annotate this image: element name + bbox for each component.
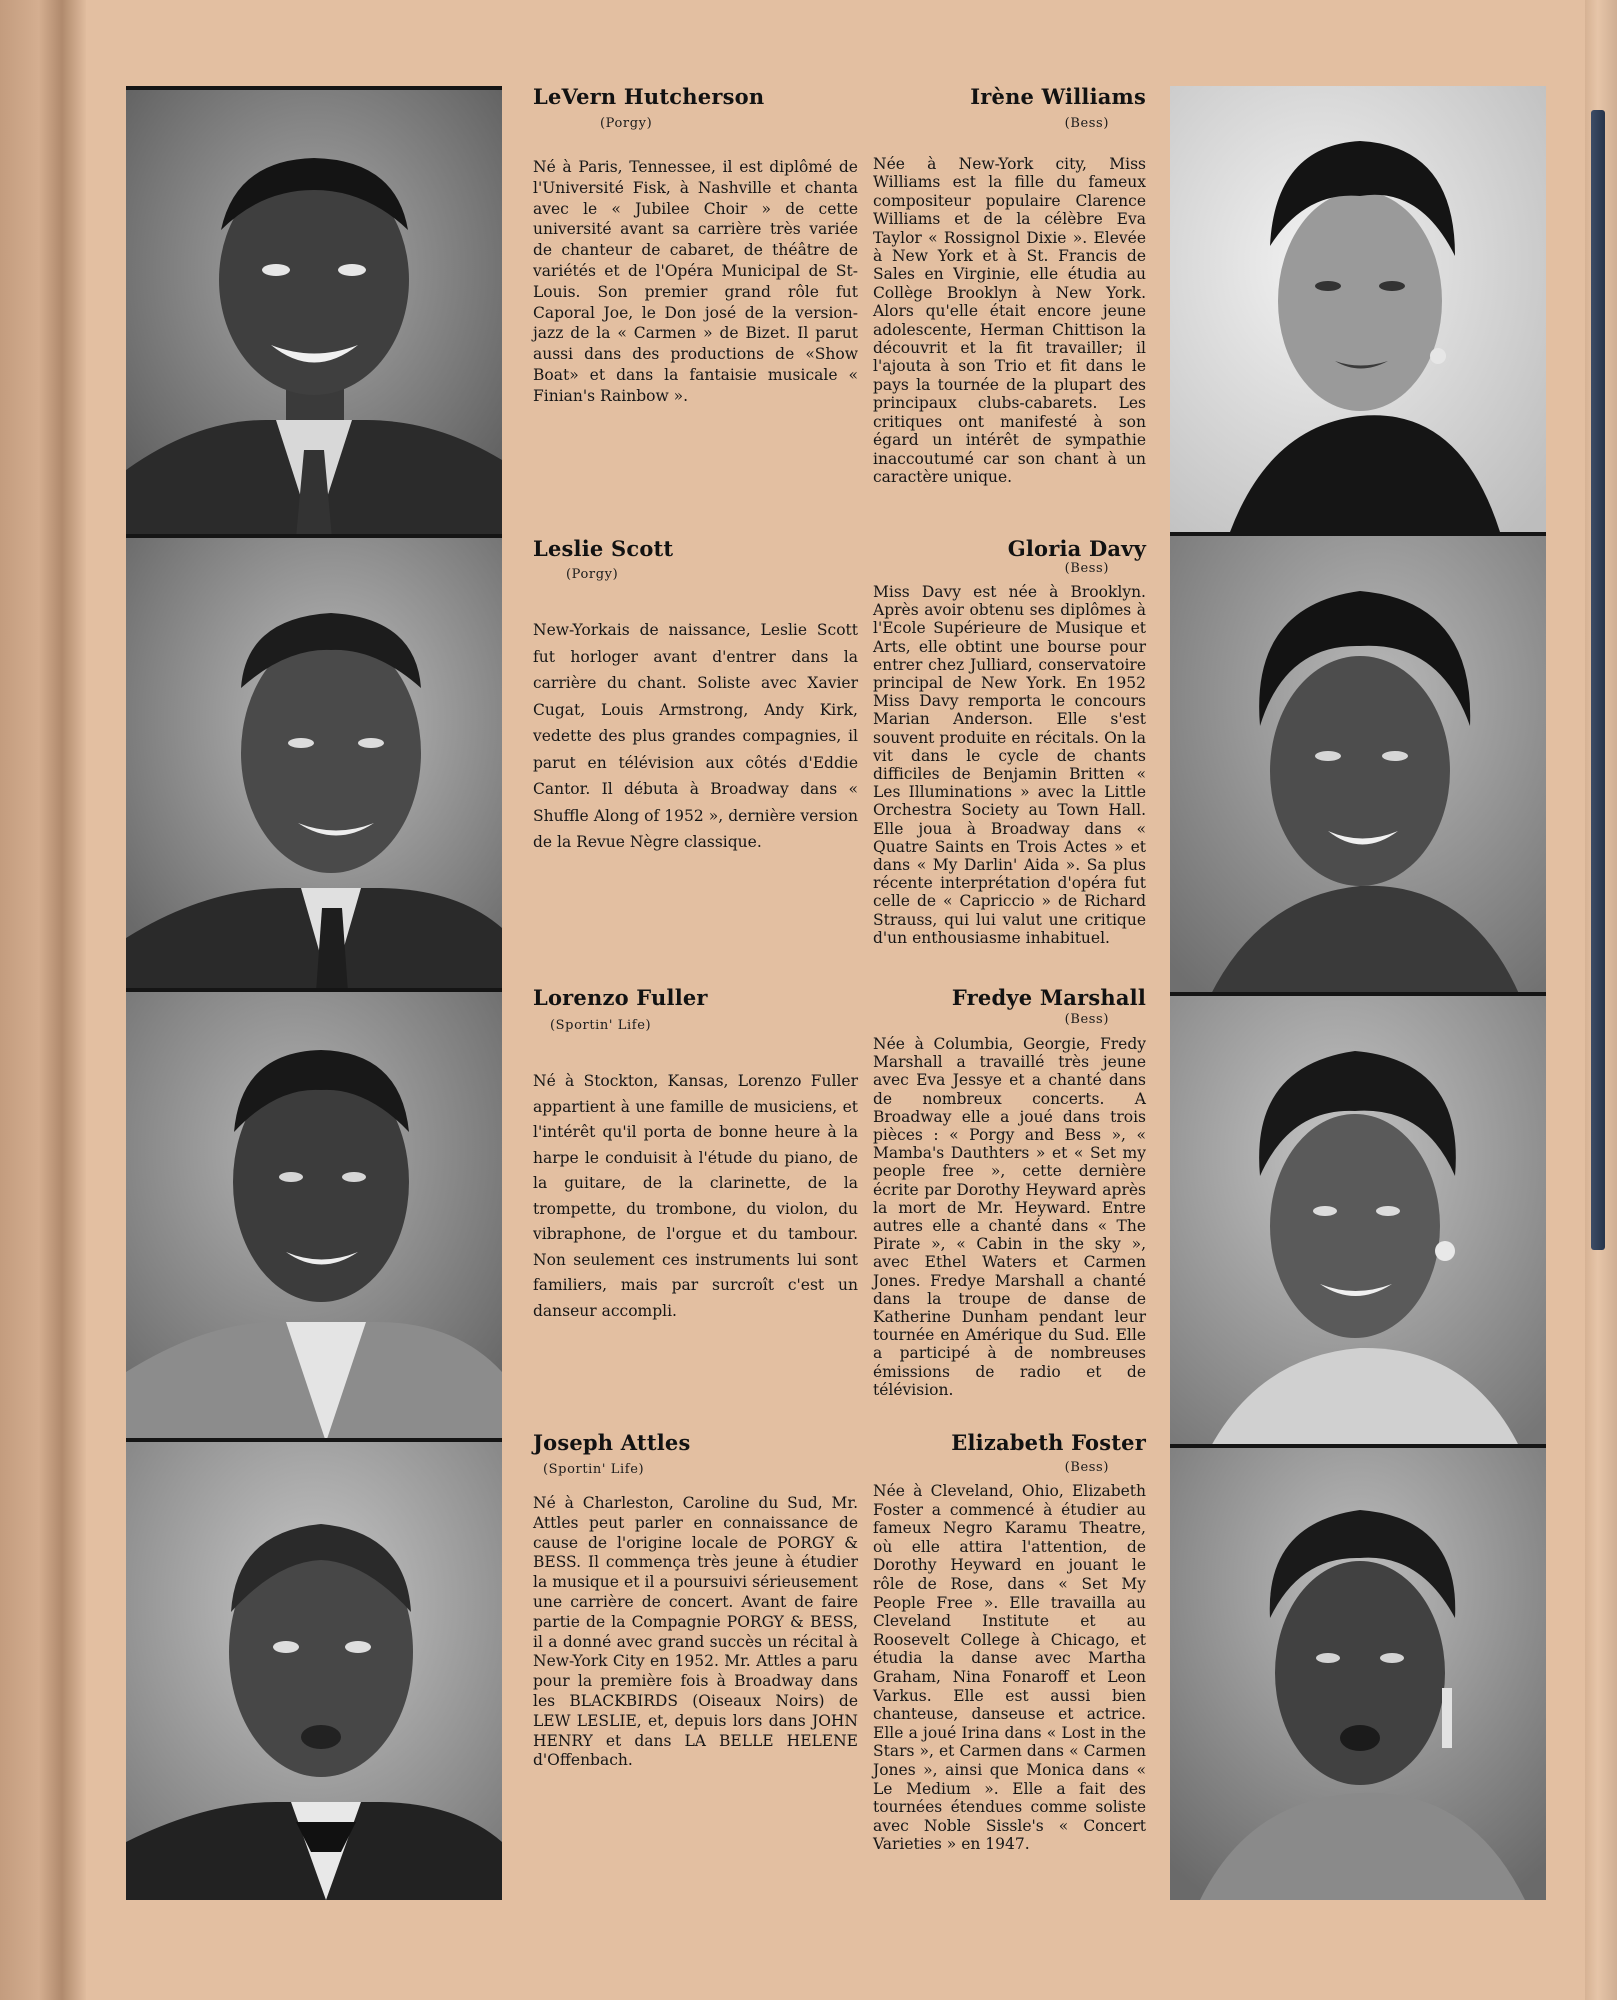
performer-name-gloria-davy: Gloria Davy [1007, 536, 1146, 561]
performer-bio: Miss Davy est née à Brooklyn. Après avoir obtenu ses diplômes à l'Ecole Supérieure de Musique et Arts, elle obtint une bourse pour entrer chez Julliard, conservatoire principal de New York. En 1952 Miss Davy remporta le concours Marian Anderson. Elle s'est souvent produite en récitals. On la vit dans le cycle de chants difficiles de Benjamin Britten « Les Illuminations » avec la Little Orchestra Society au Town Hall. Elle joua à Broadway dans « Quatre Saints en Trois Actes » et dans « My Darlin' Aida ». Sa plus récente interprétation d'opéra fut celle de « Capriccio » de Richard Strauss, qui lui valut une critique d'un enthousiasme inhabituel. [873, 583, 1146, 947]
performer-bio: Née à New-York city, Miss Williams est la fille du fameux compositeur populaire Clarence Williams et de la célèbre Eva Taylor « Rossignol Dixie ». Elevée à New York et à St. Francis de Sales en Virginie, elle étudia au Collège Brooklyn à New York. Alors qu'elle était encore jeune adolescente, Herman Chittison la découvrit et la fit travailler; il l'ajouta à son Trio et fit dans le pays la tournée de la plupart des principaux clubs-cabarets. Les critiques ont manifesté à son égard un intérêt de sympathie inaccoutumé car son chant à un caractère unique. [873, 155, 1146, 486]
portrait-photo-gloria-davy [1170, 532, 1546, 996]
portrait-photo-fredye-marshall [1170, 992, 1546, 1448]
performer-name-irene-williams: Irène Williams [970, 84, 1146, 109]
portrait-photo-leslie-scott [126, 534, 502, 992]
performer-role: (Bess) [1064, 1460, 1109, 1475]
performer-name-leslie-scott: Leslie Scott [533, 536, 674, 561]
performer-bio: Né à Paris, Tennessee, il est diplômé de l'Université Fisk, à Nashville et chanta avec le « Jubilee Choir » de cette université avant sa carrière très variée de chanteur de cabaret, de théâtre de variétés et de l'Opéra Municipal de St-Louis. Son premier grand rôle fut Caporal Joe, le Don josé de la version-jazz de la « Carmen » de Bizet. Il parut aussi dans des productions de «Show Boat» et dans la fantaisie musicale « Finian's Rainbow ». [533, 158, 858, 405]
performer-role: (Bess) [1064, 561, 1109, 576]
performer-role: (Bess) [1064, 116, 1109, 131]
performer-role: (Sportin' Life) [543, 1462, 645, 1477]
performer-bio: Né à Stockton, Kansas, Lorenzo Fuller appartient à une famille de musiciens, et l'intérêt qu'il porta de bonne heure à la harpe le conduisit à l'étude du piano, de la guitare, de la clarinette, de la trompette, du trombone, du violon, du vibraphone, de l'orgue et du tambour. Non seulement ces instruments lui sont familiers, mais par surcroît c'est un danseur accompli. [533, 1072, 858, 1320]
performer-name-joseph-attles: Joseph Attles [533, 1430, 691, 1455]
performer-name-fredye-marshall: Fredye Marshall [951, 985, 1146, 1010]
binding-spine [0, 0, 86, 2000]
portrait-photo-irene-williams [1170, 86, 1546, 532]
portrait-photo-lorenzo-fuller [126, 988, 502, 1442]
portrait-photo-levern-hutcherson [126, 86, 502, 538]
performer-role: (Bess) [1064, 1012, 1109, 1027]
performer-role: (Porgy) [566, 567, 619, 582]
portrait-photo-elizabeth-foster [1170, 1444, 1546, 1900]
performer-bio: Née à Columbia, Georgie, Fredy Marshall a travaillé très jeune avec Eva Jessye et a chanté dans de nombreux concerts. A Broadway elle a joué dans trois pièces : « Porgy and Bess », « Mamba's Dauthters » et « Set my people free », cette dernière écrite par Dorothy Heyward après la mort de Mr. Heyward. Entre autres elle a chanté dans « The Pirate », « Cabin in the sky », avec Ethel Waters et Carmen Jones. Fredye Marshall a chanté dans la troupe de danse de Katherine Dunham pendant leur tournée en Amérique du Sud. Elle a participé à de nombreuses émissions de radio et de télévision. [873, 1035, 1146, 1399]
back-cover-strip [1591, 110, 1605, 1250]
performer-bio: Née à Cleveland, Ohio, Elizabeth Foster a commencé à étudier au fameux Negro Karamu Theatre, où elle attira l'attention, de Dorothy Heyward en jouant le rôle de Rose, dans « Set My People Free ». Elle travailla au Cleveland Institute et au Roosevelt College à Chicago, et étudia la danse avec Martha Graham, Nina Fonaroff et Leon Varkus. Elle est aussi bien chanteuse, danseuse et actrice. Elle a joué Irina dans « Lost in the Stars », et Carmen dans « Carmen Jones », ainsi que Monica dans « Le Medium ». Elle a fait des tournées étendues comme soliste avec Noble Sissle's « Concert Varieties » en 1947. [873, 1482, 1146, 1854]
performer-name-elizabeth-foster: Elizabeth Foster [951, 1430, 1146, 1455]
performer-bio: Né à Charleston, Caroline du Sud, Mr. Attles peut parler en connaissance de cause de l'origine locale de PORGY & BESS. Il commença très jeune à étudier la musique et il a poursuivi sérieusement une carrière de concert. Avant de faire partie de la Compagnie PORGY & BESS, il a donné avec grand succès un récital à New-York City en 1952. Mr. Attles a paru pour la première fois à Broadway dans les BLACKBIRDS (Oiseaux Noirs) de LEW LESLIE, et, depuis lors dans JOHN HENRY et dans LA BELLE HELENE d'Offenbach. [533, 1494, 858, 1770]
performer-name-lorenzo-fuller: Lorenzo Fuller [533, 985, 708, 1010]
performer-name-levern-hutcherson: LeVern Hutcherson [533, 84, 765, 109]
performer-role: (Sportin' Life) [550, 1018, 652, 1033]
performer-role: (Porgy) [600, 116, 653, 131]
portrait-photo-joseph-attles [126, 1438, 502, 1900]
performer-bio: New-Yorkais de naissance, Leslie Scott fut horloger avant d'entrer dans la carrière du chant. Soliste avec Xavier Cugat, Louis Armstrong, Andy Kirk, vedette des plus grandes compagnies, il parut en télévision aux côtés d'Eddie Cantor. Il débuta à Broadway dans « Shuffle Along of 1952 », dernière version de la Revue Nègre classique. [533, 621, 858, 851]
